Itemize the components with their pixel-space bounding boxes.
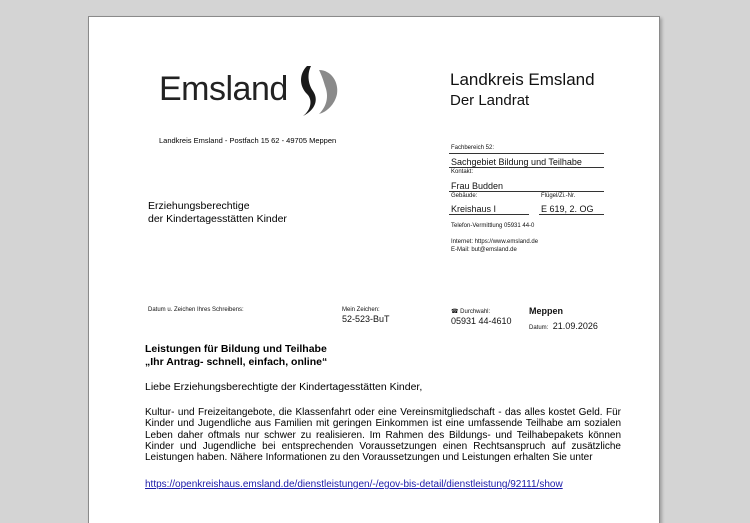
email-address: E-Mail: but@emsland.de xyxy=(451,247,517,253)
phone-switchboard: Telefon-Vermittlung 05931 44-0 xyxy=(451,223,535,229)
greeting: Liebe Erziehungsberechtigte der Kindertagesstätten Kinder, xyxy=(145,381,423,393)
org-name: Landkreis Emsland xyxy=(450,70,595,89)
place: Meppen xyxy=(529,306,564,316)
department-label: Fachbereich 52: xyxy=(451,145,495,151)
divider xyxy=(449,191,604,192)
divider xyxy=(449,153,604,154)
wing-value: E 619, 2. OG xyxy=(541,204,594,214)
date xyxy=(529,316,598,334)
direct-dial-label: ☎ Durchwahl: xyxy=(451,309,491,315)
body-paragraph: Kultur- und Freizeitangebote, die Klassenfahrt oder eine Vereinsmitgliedschaft - das alles kostet Geld. Für Kinder und Jugendliche aus Familien mit geringen Einkommen ist eine umfassende Teilhabe am sozialen Leben daher oftmals nur schwer zu realisieren. Im Rahmen des Bildungs- und Teilhabepakets können Kinder und Jugendliche bei entsprechenden Voraussetzungen einen Rechtsanspruch auf zusätzliche Leistungen haben. Nähere Informationen zu den Voraussetzungen und Leistungen erhalten Sie unter xyxy=(145,407,621,464)
divider xyxy=(539,214,604,215)
contact-label: Kontakt: xyxy=(451,169,474,175)
letter-page xyxy=(88,16,660,523)
contact-value: Frau Budden xyxy=(451,181,504,191)
internet-address: Internet: https://www.emsland.de xyxy=(451,239,539,245)
logo-wordmark: Emsland xyxy=(159,70,288,108)
building-value: Kreishaus I xyxy=(451,204,497,214)
emsland-logo-icon xyxy=(297,64,345,118)
wing-label: Flügel/Zi.-Nr. xyxy=(541,193,576,199)
direct-dial-value: 05931 44-4610 xyxy=(451,316,512,326)
date-value: 21.09.2026 xyxy=(552,321,598,331)
subject xyxy=(145,343,327,369)
recipient-address xyxy=(148,200,287,226)
department-value: Sachgebiet Bildung und Teilhabe xyxy=(451,157,582,167)
date-label: Datum: xyxy=(529,325,549,331)
recipient-line-2: der Kindertagesstätten Kinder xyxy=(148,213,287,225)
info-link[interactable]: https://openkreishaus.emsland.de/dienstleistungen/-/egov-bis-detail/dienstleistung/92111/show xyxy=(145,479,563,490)
building-label: Gebäude: xyxy=(451,193,478,199)
divider xyxy=(449,167,604,168)
recipient-line-1: Erziehungsberechtige xyxy=(148,200,250,212)
return-address: Landkreis Emsland - Postfach 15 62 - 49705 Meppen xyxy=(159,136,337,145)
phone-icon: ☎ xyxy=(451,309,459,315)
org-subtitle: Der Landrat xyxy=(450,92,530,109)
subject-line-2: „Ihr Antrag- schnell, einfach, online“ xyxy=(145,356,328,368)
my-reference-value: 52-523-BuT xyxy=(342,314,390,324)
subject-line-1: Leistungen für Bildung und Teilhabe xyxy=(145,343,327,355)
your-reference-label: Datum u. Zeichen Ihres Schreibens: xyxy=(148,307,244,313)
divider xyxy=(449,214,529,215)
my-reference-label: Mein Zeichen: xyxy=(342,307,380,313)
